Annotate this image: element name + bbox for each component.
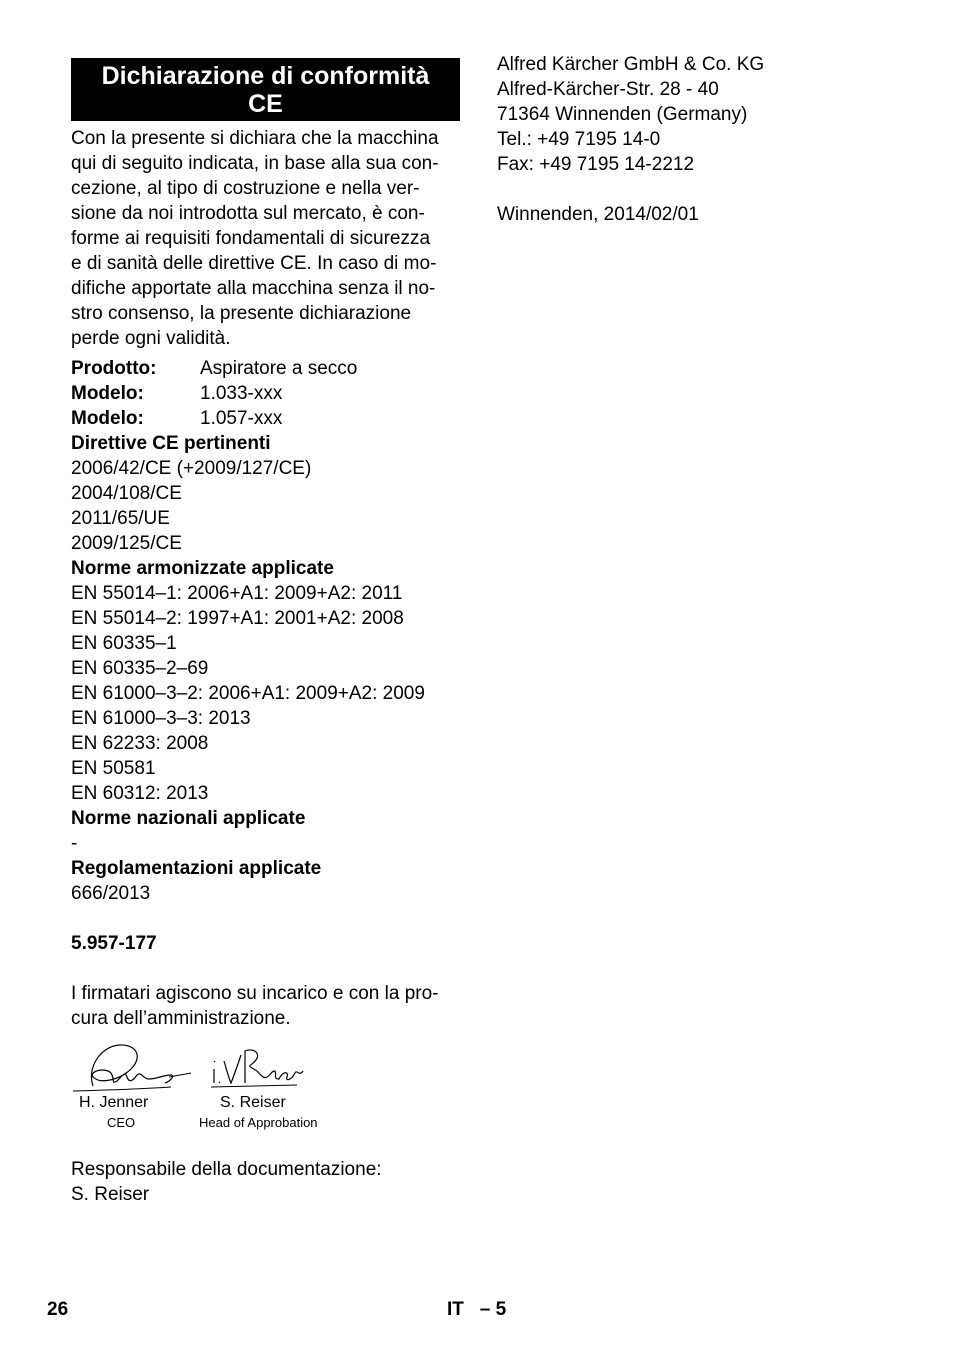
company-line: 71364 Winnenden (Germany) (497, 104, 748, 125)
company-line: Alfred Kärcher GmbH & Co. KG (497, 54, 765, 75)
title-line-2: CE (248, 90, 283, 118)
intro-line: stro consenso, la presente dichiarazione (71, 303, 412, 324)
directive-item: 2009/125/CE (71, 533, 182, 554)
jenner-signature (91, 1045, 172, 1086)
product-label: Prodotto: (71, 358, 157, 379)
intro-line: forme ai requisiti fondamentali di sicurezza (71, 228, 431, 249)
product-info (71, 356, 460, 1031)
standard-item: EN 62233: 2008 (71, 733, 209, 754)
company-line: Fax: +49 7195 14-2212 (497, 154, 695, 175)
reiser-signature (214, 1050, 303, 1083)
signatory-name: S. Reiser (220, 1094, 286, 1111)
doc-responsible-label: Responsabile della documentazione: (71, 1159, 382, 1180)
regulations-heading: Regolamentazioni applicate (71, 858, 322, 879)
standard-item: EN 60335–1 (71, 633, 177, 654)
signature-underline (211, 1085, 297, 1087)
harmonized-heading: Norme armonizzate applicate (71, 558, 334, 579)
signatories-note-line: I firmatari agiscono su incarico e con la pro- (71, 983, 439, 1004)
model-label: Modelo: (71, 408, 144, 429)
model-row (71, 406, 460, 431)
standard-item: EN 60335–2–69 (71, 658, 209, 679)
standard-item: EN 61000–3–2: 2006+A1: 2009+A2: 2009 (71, 683, 425, 704)
left-column (71, 58, 460, 1207)
directive-item: 2011/65/UE (71, 508, 170, 529)
regulations-value: 666/2013 (71, 883, 151, 904)
standard-item: EN 55014–2: 1997+A1: 2001+A2: 2008 (71, 608, 404, 629)
signatory-title: CEO (107, 1115, 136, 1130)
model-row (71, 381, 460, 406)
place-date: Winnenden, 2014/02/01 (497, 204, 699, 225)
product-value: Aspiratore a secco (200, 358, 358, 379)
intro-paragraph (71, 126, 460, 351)
spacer (71, 906, 460, 931)
title-line-1: Dichiarazione di conformità (101, 62, 430, 90)
intro-line: qui di seguito indicata, in base alla sua con- (71, 153, 439, 174)
intro-line: perde ogni validità. (71, 328, 231, 349)
signature-block (71, 1041, 460, 1141)
spacer (497, 177, 897, 202)
directive-item: 2004/108/CE (71, 483, 182, 504)
doc-responsible (71, 1157, 460, 1207)
intro-line: Con la presente si dichiara che la macchina (71, 128, 439, 149)
standard-item: EN 50581 (71, 758, 156, 779)
signatory-title: Head of Approbation (199, 1115, 318, 1130)
language-page-indicator: IT – 5 (447, 1299, 507, 1320)
signature-drawing (71, 1041, 331, 1101)
page-number: 26 (47, 1299, 69, 1320)
model-value: 1.057-xxx (200, 408, 283, 429)
document-number: 5.957-177 (71, 933, 157, 954)
spacer (71, 956, 460, 981)
intro-line: difiche apportate alla macchina senza il no- (71, 278, 436, 299)
directives-heading: Direttive CE pertinenti (71, 433, 271, 454)
intro-line: cezione, al tipo di costruzione e nella ver- (71, 178, 420, 199)
signatory-name: H. Jenner (79, 1094, 149, 1111)
standard-item: EN 55014–1: 2006+A1: 2009+A2: 2011 (71, 583, 403, 604)
signature-underline (73, 1087, 171, 1091)
intro-line: e di sanità delle direttive CE. In caso di mo- (71, 253, 437, 274)
doc-responsible-name: S. Reiser (71, 1184, 150, 1205)
standard-item: EN 60312: 2013 (71, 783, 209, 804)
product-row (71, 356, 460, 381)
company-line: Alfred-Kärcher-Str. 28 - 40 (497, 79, 719, 100)
standard-item: EN 61000–3–3: 2013 (71, 708, 251, 729)
model-label: Modelo: (71, 383, 144, 404)
company-line: Tel.: +49 7195 14-0 (497, 129, 661, 150)
national-heading: Norme nazionali applicate (71, 808, 306, 829)
directive-item: 2006/42/CE (+2009/127/CE) (71, 458, 312, 479)
page-title (71, 58, 460, 121)
national-value: - (71, 833, 78, 854)
intro-line: sione da noi introdotta sul mercato, è con- (71, 203, 425, 224)
model-value: 1.033-xxx (200, 383, 283, 404)
right-column (497, 52, 897, 227)
signatories-note-line: cura dell’amministrazione. (71, 1008, 291, 1029)
